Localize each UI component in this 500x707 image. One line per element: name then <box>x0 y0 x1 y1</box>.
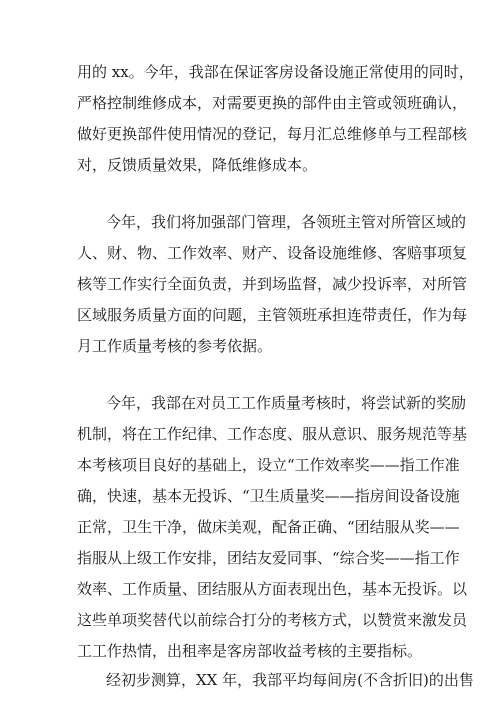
text-line: 指服从上级工作安排，团结友爱同事、“综合奖——指工作 <box>77 549 460 567</box>
text-line: 做好更换部件使用情况的登记，每月汇总维修单与工程部核 <box>77 125 468 143</box>
text-line: 本考核项目良好的基础上，设立“工作效率奖——指工作准 <box>77 456 460 474</box>
text-line: 人、财、物、工作效率、财产、设备设施维修、客赔事项复 <box>77 244 468 262</box>
text-line: 这些单项奖替代以前综合打分的考核方式，以赞赏来激发员 <box>77 611 468 629</box>
text-line: 正常，卫生干净，做床美观，配备正确、“团结服从奖—— <box>77 518 460 536</box>
text-line: 今年，我部在对员工工作质量考核时，将尝试新的奖励 <box>106 394 467 412</box>
text-line: 工工作热情，出租率是客房部收益考核的主要指标。 <box>77 642 423 660</box>
text-line: 用的 xx。今年，我部在保证客房设备设施正常使用的同时， <box>77 63 474 81</box>
text-line: 对，反馈质量效果，降低维修成本。 <box>77 156 318 174</box>
text-line: 确，快速，基本无投诉、“卫生质量奖——指房间设备设施 <box>77 487 460 505</box>
text-line: 今年，我们将加强部门管理，各领班主管对所管区域的 <box>106 213 467 231</box>
text-line: 严格控制维修成本，对需要更换的部件由主管或领班确认， <box>77 94 468 112</box>
text-line: 效率、工作质量、团结服从方面表现出色，基本无投诉。以 <box>77 580 468 598</box>
text-line: 核等工作实行全面负责，并到场监督，减少投诉率，对所管 <box>77 275 468 293</box>
text-line: 机制，将在工作纪律、工作态度、服从意识、服务规范等基 <box>77 425 468 443</box>
text-line: 月工作质量考核的参考依据。 <box>77 337 273 355</box>
text-line: 经初步测算，XX 年，我部平均每间房(不含折旧)的出售 <box>106 671 474 689</box>
text-line: 区域服务质量方面的问题，主管领班承担连带责任，作为每 <box>77 306 468 324</box>
